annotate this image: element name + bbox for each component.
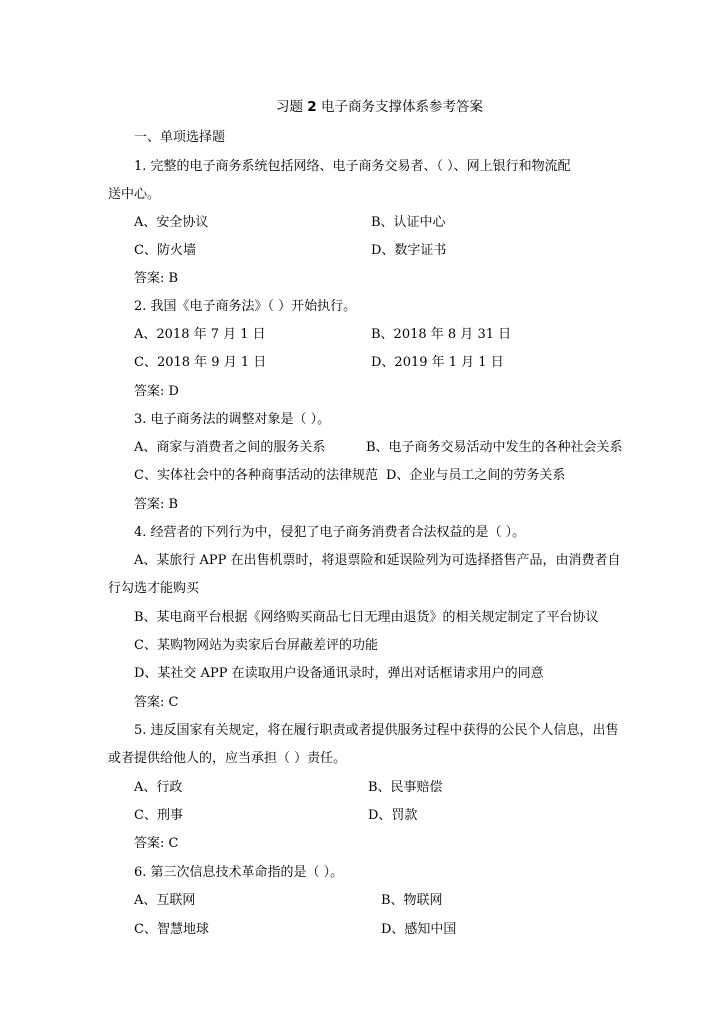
question-3-answer: 答案: B	[134, 497, 179, 512]
title-number: 2	[307, 99, 317, 115]
question-4-option-b: B、某电商平台根据《网络购买商品七日无理由退货》的相关规定制定了平台协议	[134, 610, 599, 625]
question-1-option-d: D、数字证书	[371, 243, 447, 258]
question-3-option-b: B、电子商务交易活动中发生的各种社会关系	[366, 440, 623, 455]
question-5-answer: 答案: C	[134, 836, 179, 851]
question-5-option-d: D、罚款	[368, 808, 418, 823]
title-prefix: 习题	[276, 99, 303, 115]
question-5-option-b: B、民事赔偿	[368, 780, 443, 795]
question-5-stem-cont: 或者提供给他人的，应当承担（ ）责任。	[108, 751, 347, 766]
question-6-option-c: C、智慧地球	[134, 922, 209, 937]
question-6-option-a: A、互联网	[134, 893, 196, 908]
question-2-option-c: C、2018 年 9 月 1 日	[134, 355, 267, 370]
question-6-stem: 6. 第三次信息技术革命指的是（ ）。	[134, 865, 344, 880]
question-1-option-b: B、认证中心	[371, 215, 446, 230]
question-4-option-c: C、某购物网站为卖家后台屏蔽差评的功能	[134, 638, 378, 653]
question-1-answer: 答案: B	[134, 271, 179, 286]
question-1-stem-cont: 送中心。	[108, 187, 161, 202]
title-text: 电子商务支撑体系参考答案	[321, 99, 483, 115]
question-1-option-c: C、防火墙	[134, 243, 196, 258]
question-4-option-a: A、某旅行 APP 在出售机票时，将退票险和延误险列为可选择搭售产品，由消费者自	[134, 553, 621, 568]
question-2-option-b: B、2018 年 8 月 31 日	[371, 327, 512, 342]
question-3-stem: 3. 电子商务法的调整对象是（ ）。	[134, 412, 331, 427]
section-heading: 一、单项选择题	[134, 130, 226, 145]
question-4-stem: 4. 经营者的下列行为中，侵犯了电子商务消费者合法权益的是（ ）。	[134, 525, 526, 540]
question-2-option-a: A、2018 年 7 月 1 日	[134, 327, 266, 342]
question-3-option-c: C、实体社会中的各种商事活动的法律规范	[134, 468, 378, 483]
question-6-option-b: B、物联网	[381, 893, 443, 908]
question-1-stem: 1. 完整的电子商务系统包括网络、电子商务交易者、（ ）、网上银行和物流配	[134, 159, 571, 174]
question-5-option-a: A、行政	[134, 780, 183, 795]
question-2-option-d: D、2019 年 1 月 1 日	[371, 355, 504, 370]
question-6-option-d: D、感知中国	[381, 922, 457, 937]
question-4-option-a-cont: 行勾选才能购买	[108, 581, 200, 596]
question-5-option-c: C、刑事	[134, 808, 183, 823]
question-1-option-a: A、安全协议	[134, 215, 209, 230]
question-2-stem: 2. 我国《电子商务法》（ ）开始执行。	[134, 299, 357, 314]
question-2-answer: 答案: D	[134, 384, 179, 399]
question-5-stem: 5. 违反国家有关规定，将在履行职责或者提供服务过程中获得的公民个人信息，出售	[134, 723, 619, 738]
question-3-option-a: A、商家与消费者之间的服务关系	[134, 440, 326, 455]
question-3-option-d: D、企业与员工之间的劳务关系	[386, 468, 566, 483]
question-4-option-d: D、某社交 APP 在读取用户设备通讯录时，弹出对话框请求用户的同意	[134, 666, 544, 681]
question-4-answer: 答案: C	[134, 695, 179, 710]
page-title	[276, 95, 483, 115]
